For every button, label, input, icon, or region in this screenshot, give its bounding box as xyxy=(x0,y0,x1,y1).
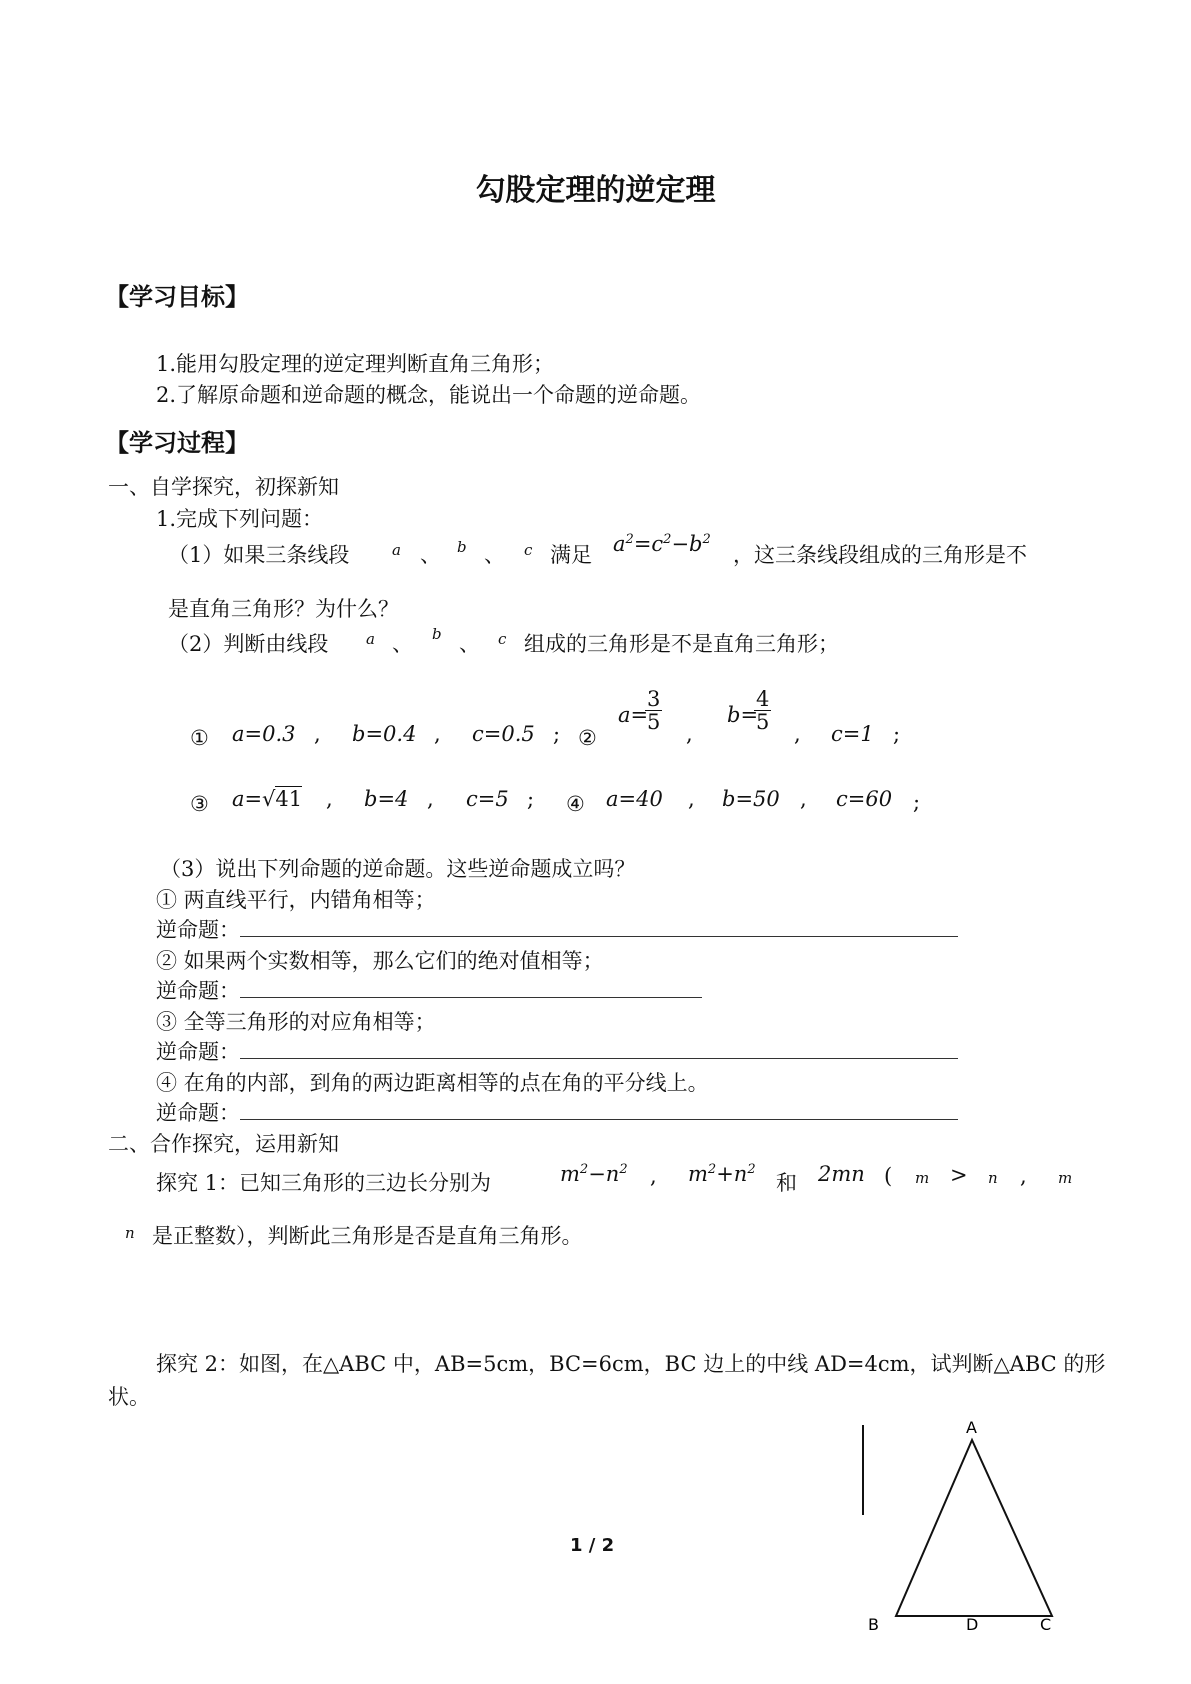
page-title: 勾股定理的逆定理 xyxy=(475,173,716,208)
proposition-3: ③ 全等三角形的对应角相等； xyxy=(156,1010,436,1034)
proposition-4: ④ 在角的内部，到角的两边距离相等的点在角的平分线上。 xyxy=(156,1071,709,1095)
paren: ( xyxy=(884,1164,893,1188)
converse-label-1: 逆命题： xyxy=(156,914,958,944)
set2-mark: ② xyxy=(578,726,597,750)
comma: , xyxy=(427,787,434,811)
set3-a-sqrt: √41 xyxy=(262,787,303,811)
comma: , xyxy=(434,722,441,746)
p1-lead: （1）如果三条线段 xyxy=(168,543,350,567)
var-m: m xyxy=(915,1169,930,1187)
process-heading: 【学习过程】 xyxy=(105,429,249,457)
expr-m2-minus-n2: $m^2-n^2$ xyxy=(560,1162,628,1186)
comma: , xyxy=(326,787,333,811)
comma: , xyxy=(794,722,801,746)
triangle-figure xyxy=(860,1415,1080,1635)
satisfy-text: 满足 xyxy=(550,543,592,567)
set2-b-label: b= xyxy=(727,703,759,727)
var-c: c xyxy=(498,630,507,648)
sep: 、 xyxy=(420,543,441,567)
page-number: 1 / 2 xyxy=(570,1535,615,1556)
converse-label-4: 逆命题： xyxy=(156,1097,958,1127)
semicolon: ; xyxy=(553,722,561,746)
p1-tail: ，这三条线段组成的三角形是不 xyxy=(733,543,1027,567)
var-b: b xyxy=(432,625,442,643)
proposition-1: ① 两直线平行，内错角相等； xyxy=(156,888,436,912)
goal-item-1: 1.能用勾股定理的逆定理判断直角三角形； xyxy=(156,352,555,376)
set4-b: b=50 xyxy=(722,787,780,811)
converse-label-3: 逆命题： xyxy=(156,1036,958,1066)
var-c: c xyxy=(524,541,533,559)
semicolon: ; xyxy=(527,787,535,811)
set1-a: a=0.3 xyxy=(232,722,296,746)
answer-line-4[interactable] xyxy=(240,1101,958,1120)
explore1-line2: 是正整数），判断此三角形是否是直角三角形。 xyxy=(152,1224,583,1248)
set2-a-label: a= xyxy=(618,703,649,727)
set3-b: b=4 xyxy=(364,787,409,811)
comma: , xyxy=(650,1164,657,1188)
set4-mark: ④ xyxy=(566,792,585,816)
set3-mark: ③ xyxy=(190,792,209,816)
set3-c: c=5 xyxy=(466,787,509,811)
p1-line2: 是直角三角形？为什么？ xyxy=(168,597,399,621)
set2-c: c=1 xyxy=(831,722,874,746)
goal-item-2: 2.了解原命题和逆命题的概念，能说出一个命题的逆命题。 xyxy=(156,383,702,407)
answer-line-2[interactable] xyxy=(240,979,702,998)
vertex-label-a: A xyxy=(966,1418,977,1437)
explore2-line1: 探究 2：如图，在△ABC 中，AB=5cm，BC=6cm，BC 边上的中线 AD=4cm，试判断△ABC 的形 xyxy=(156,1352,1106,1376)
comma: , xyxy=(686,722,693,746)
var-b: b xyxy=(457,538,467,556)
semicolon: ; xyxy=(893,722,901,746)
set4-c: c=60 xyxy=(836,787,893,811)
gt-sign: > xyxy=(950,1163,968,1187)
comma: , xyxy=(1020,1164,1027,1188)
question-1: 1.完成下列问题： xyxy=(156,507,324,531)
set1-b: b=0.4 xyxy=(352,722,417,746)
triangle-abc xyxy=(896,1440,1052,1616)
comma: , xyxy=(688,787,695,811)
set3-a-label: a= xyxy=(232,787,263,811)
var-n: n xyxy=(988,1169,998,1187)
set1-mark: ① xyxy=(190,726,209,750)
vertex-label-c: C xyxy=(1040,1615,1052,1634)
section-1-heading: 一、自学探究，初探新知 xyxy=(108,475,339,499)
explore1-lead: 探究 1：已知三角形的三边长分别为 xyxy=(156,1171,492,1195)
set1-c: c=0.5 xyxy=(472,722,535,746)
set4-a: a=40 xyxy=(606,787,663,811)
var-a: a xyxy=(366,630,375,648)
and-text: 和 xyxy=(776,1171,797,1195)
answer-line-3[interactable] xyxy=(240,1040,958,1059)
expr-2mn: 2mn xyxy=(818,1162,865,1186)
comma: , xyxy=(314,722,321,746)
answer-line-1[interactable] xyxy=(240,918,958,937)
var-m: m xyxy=(1058,1169,1073,1187)
var-a: a xyxy=(392,541,401,559)
sep: 、 xyxy=(484,543,505,567)
comma: , xyxy=(800,787,807,811)
var-n: n xyxy=(125,1224,135,1242)
point-label-d: D xyxy=(966,1615,979,1634)
set2-a-fraction: $\frac{3}{5}$ xyxy=(647,687,661,734)
set2-b-fraction: $\frac{4}{5}$ xyxy=(756,687,770,734)
p2-tail: 组成的三角形是不是直角三角形； xyxy=(524,632,839,656)
proposition-2: ② 如果两个实数相等，那么它们的绝对值相等； xyxy=(156,949,604,973)
sep: 、 xyxy=(392,632,413,656)
vertex-label-b: B xyxy=(868,1615,879,1634)
expr-m2-plus-n2: $m^2+n^2$ xyxy=(688,1162,756,1186)
p3-lead: （3）说出下列命题的逆命题。这些逆命题成立吗？ xyxy=(160,857,636,881)
semicolon: ; xyxy=(913,790,921,814)
section-2-heading: 二、合作探究，运用新知 xyxy=(108,1132,339,1156)
converse-label-2: 逆命题： xyxy=(156,975,702,1005)
sep: 、 xyxy=(459,632,480,656)
p2-lead: （2）判断由线段 xyxy=(168,632,329,656)
goals-heading: 【学习目标】 xyxy=(105,283,249,311)
equation-a2-c2-b2: $a^2=c^2-b^2$ xyxy=(613,532,711,556)
explore2-line2: 状。 xyxy=(108,1385,150,1409)
